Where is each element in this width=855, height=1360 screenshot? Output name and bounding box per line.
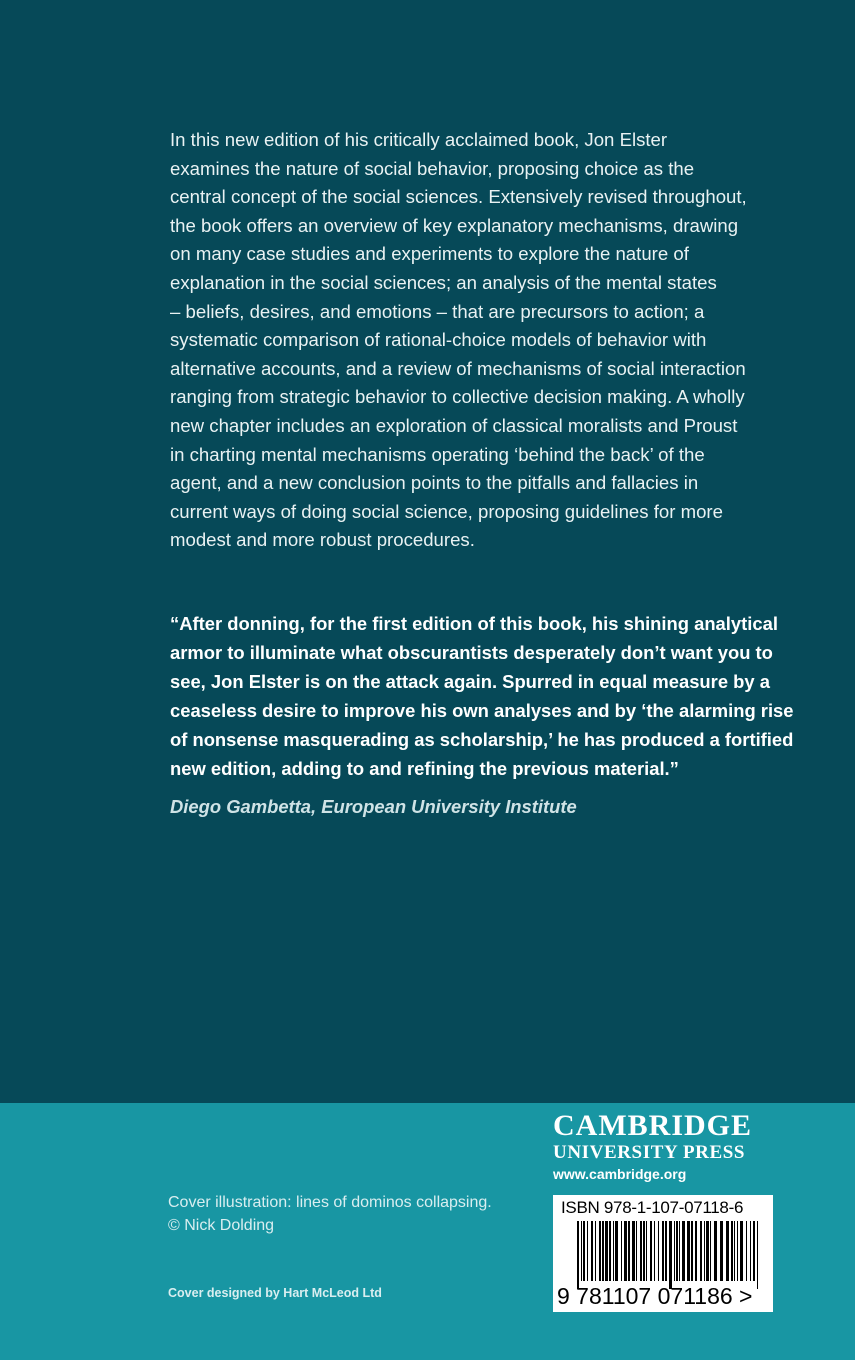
quote-line: new edition, adding to and refining the previous material.”: [170, 758, 679, 779]
publisher-subtitle: UNIVERSITY PRESS: [553, 1142, 746, 1163]
quote-line: “After donning, for the first edition of this book, his shining analytical: [170, 613, 778, 634]
publisher-logo: [553, 1110, 752, 1184]
illustration-copyright: © Nick Dolding: [168, 1217, 275, 1234]
description-line: examines the nature of social behavior, proposing choice as the: [170, 157, 695, 179]
barcode-bar: [706, 1221, 709, 1281]
barcode-bar: [746, 1221, 747, 1281]
description-line: central concept of the social sciences. Extensively revised throughout,: [170, 186, 747, 208]
barcode-bar: [581, 1221, 582, 1281]
isbn-barcode: [553, 1195, 773, 1312]
barcode-bar: [636, 1221, 637, 1281]
description-line: In this new edition of his critically acclaimed book, Jon Elster: [170, 129, 668, 150]
barcode-bar: [687, 1221, 690, 1281]
barcode-bar: [605, 1221, 608, 1281]
designer-credit: Cover designed by Hart McLeod Ltd: [168, 1286, 382, 1300]
barcode-bar: [753, 1221, 755, 1281]
description-line: in charting mental mechanisms operating ‘behind the back’ of the: [170, 443, 705, 465]
description-line: explanation in the social sciences; an analysis of the mental states: [170, 271, 717, 293]
description-line: – beliefs, desires, and emotions – that are precursors to action; a: [170, 300, 705, 322]
description-line: systematic comparison of rational-choice models of behavior with: [170, 329, 707, 351]
description-line: new chapter includes an exploration of classical moralists and Proust: [170, 414, 738, 436]
barcode-bar: [757, 1221, 758, 1289]
barcode-bar: [726, 1221, 729, 1281]
book-description: [170, 126, 747, 555]
barcode-bar: [650, 1221, 652, 1281]
barcode-bar: [591, 1221, 593, 1281]
cover-illustration-credit: [168, 1191, 492, 1237]
barcode-bar: [615, 1221, 618, 1281]
barcode-bar: [632, 1221, 635, 1281]
barcode-bar: [577, 1221, 579, 1289]
barcode-bar: [628, 1221, 630, 1281]
description-line: current ways of doing social science, proposing guidelines for more: [170, 500, 723, 522]
barcode-bar: [602, 1221, 604, 1281]
barcode-bar: [640, 1221, 642, 1281]
barcode-bar: [750, 1221, 751, 1281]
barcode-bar: [679, 1221, 680, 1281]
barcode-bar: [710, 1221, 711, 1281]
barcode-bar: [714, 1221, 717, 1281]
quote-line: armor to illuminate what obscurantists desperately don’t want you to: [170, 642, 773, 663]
barcode-bar: [595, 1221, 596, 1281]
barcode-bar: [704, 1221, 705, 1281]
barcode-bar: [613, 1221, 614, 1281]
review-quote: [170, 609, 794, 783]
barcode-bar: [695, 1221, 697, 1281]
barcode-bar: [665, 1221, 667, 1281]
barcode-bar: [734, 1221, 735, 1281]
publisher-url[interactable]: www.cambridge.org: [553, 1166, 687, 1182]
barcode-bar: [658, 1221, 659, 1281]
isbn-text: ISBN 978-1-107-07118-6: [561, 1198, 744, 1217]
barcode-bar: [621, 1221, 622, 1281]
illustration-caption: Cover illustration: lines of dominos collapsing.: [168, 1194, 492, 1211]
barcode-bar: [643, 1221, 645, 1281]
description-line: alternative accounts, and a review of mechanisms of social interaction: [170, 357, 746, 379]
barcode-bar: [609, 1221, 611, 1281]
barcode-bar: [669, 1221, 672, 1289]
publisher-name: CAMBRIDGE: [553, 1109, 753, 1142]
description-line: on many case studies and experiments to explore the nature of: [170, 243, 689, 265]
barcode-bars: [577, 1221, 762, 1289]
barcode-bar: [646, 1221, 647, 1281]
barcode-bar: [599, 1221, 601, 1281]
barcode-digits: 9 781107 071186 >: [557, 1283, 753, 1309]
barcode-bar: [676, 1221, 678, 1281]
barcode-bar: [700, 1221, 702, 1281]
quote-line: see, Jon Elster is on the attack again. Spurred in equal measure by a: [170, 671, 770, 692]
barcode-bar: [624, 1221, 627, 1281]
quote-line: of nonsense masquerading as scholarship,’ he has produced a fortified: [170, 729, 794, 750]
description-line: modest and more robust procedures.: [170, 529, 475, 551]
description-line: ranging from strategic behavior to collective decision making. A wholly: [170, 386, 745, 408]
barcode-bar: [737, 1221, 738, 1281]
barcode-bar: [583, 1221, 585, 1281]
description-line: agent, and a new conclusion points to the pitfalls and fallacies in: [170, 472, 699, 494]
barcode-bar: [731, 1221, 733, 1281]
quote-line: ceaseless desire to improve his own analyses and by ‘the alarming rise: [170, 700, 794, 721]
barcode-bar: [691, 1221, 693, 1281]
barcode-bar: [662, 1221, 664, 1281]
barcode-bar: [740, 1221, 743, 1281]
quote-attribution: Diego Gambetta, European University Institute: [170, 796, 577, 817]
barcode-bar: [674, 1221, 675, 1281]
barcode-bar: [720, 1221, 723, 1281]
barcode-bar: [654, 1221, 655, 1281]
description-line: the book offers an overview of key explanatory mechanisms, drawing: [170, 214, 739, 236]
barcode-bar: [682, 1221, 685, 1281]
barcode-bar: [587, 1221, 588, 1281]
